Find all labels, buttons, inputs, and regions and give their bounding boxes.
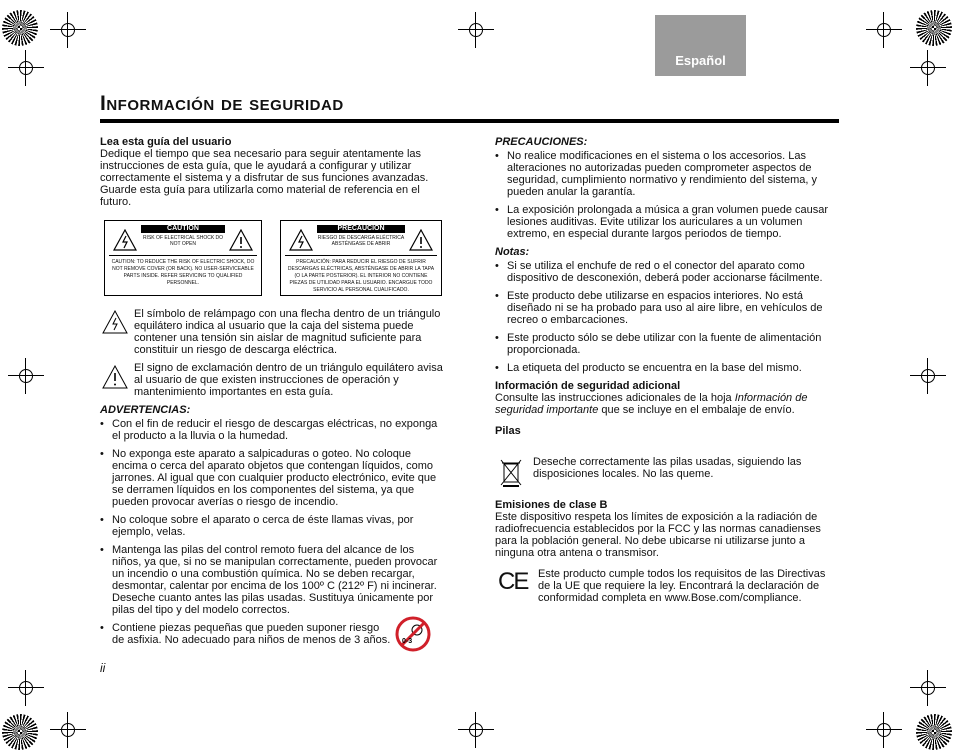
notes-heading: Notas: [495,246,530,258]
precaucion-label-header: PRECAUCIÓN [317,225,405,233]
exclamation-symbol-text: El signo de exclamación dentro de un triángulo equilátero avisa al usuario de que existen instrucciones de operación y mantenimiento importantes en esta guía. [134,362,443,398]
safety-sheet-title: Información de seguridad importante [495,392,808,416]
crop-rosette-bottom-right [916,714,952,750]
list-item: • Mantenga las pilas del control remoto fuera del alcance de los niños, ya que, si no se manipulan correctamente, pueden provocar un incendio o una combustión química. No se deben recargar, desmontar, calentar por encima de los 100º C (212º F) ni incinerar. Deseche cuanto antes las pilas usadas. Sustituya únicamente por pilas del tipo y del modelo correctos. [100,544,446,616]
emissions-heading: Emisiones de clase B [495,499,608,511]
language-tab[interactable] [655,15,746,76]
list-item: • Este producto sólo se debe utilizar con la fuente de alimentación proporcionada. [495,332,839,356]
page-title: Información de seguridad [100,92,344,115]
read-guide-heading: Lea esta guía del usuario [100,136,232,148]
warnings-heading: ADVERTENCIAS: [100,404,191,416]
list-item: • No exponga este aparato a salpicaduras o goteo. No coloque encima o cerca del aparato objetos que contengan líquidos, como jarrones. Al igual que con cualquier producto electrónico, evite que se derramen líquidos en los componentes del sistema, ya que pueden provocar averías o riesgo de incendio. [100,448,446,508]
exclamation-triangle-icon [102,365,128,389]
registration-mark-left-lower [14,676,38,700]
caution-label-spanish [280,220,442,296]
age-icon-label: 0-3 [402,638,413,645]
exclamation-triangle-icon [229,229,253,251]
caution-label-body: CAUTION: TO REDUCE THE RISK OF ELECTRIC SHOCK, DO NOT REMOVE COVER (OR BACK). NO USER-SERVICEABLE PARTS INSIDE. REFER SERVICING TO QUALIFIED PERSONNEL. [111,259,255,286]
list-item: • Con el fin de reducir el riesgo de descargas eléctricas, no exponga el producto a la lluvia o la humedad. [100,418,446,442]
additional-safety-text-post: que se incluye en el embalaje de envío. [598,404,795,416]
list-item: • La exposición prolongada a música a gran volumen puede causar lesiones auditivas. Evite utilizar los auriculares a un volumen extremo, en especial durante largos periodos de tiempo. [495,204,839,240]
precaucion-label-divider [285,255,437,256]
registration-mark-left-upper [14,56,38,80]
registration-mark-right-middle [916,364,940,388]
no-children-under-3-icon [395,616,431,652]
registration-mark-bottom-left [56,718,80,742]
additional-safety-text [495,392,839,416]
lightning-symbol-text: El símbolo de relámpago con una flecha dentro de un triángulo equilátero indica al usuario que la caja del sistema puede contener una tensión sin aislar de magnitud suficiente para constituir un riesgo de descarga eléctrica. [134,308,441,356]
crop-rosette-bottom-left [2,714,38,750]
notes-list [495,260,839,374]
language-tab-label: Español [675,53,726,68]
page-number: ii [100,661,106,675]
registration-mark-bottom-right [872,718,896,742]
lightning-triangle-icon [102,310,128,334]
list-item: • Contiene piezas pequeñas que pueden suponer riesgo de asfixia. No adecuado para niños de menos de 3 años. [100,622,392,646]
crop-rosette-top-right [916,10,952,46]
caution-label-header: CAUTION [141,225,225,233]
additional-safety-text-pre: Consulte las instrucciones adicionales de la hoja [495,392,735,404]
ce-mark-icon: CE [498,568,528,595]
precautions-heading: PRECAUCIONES: [495,136,588,148]
additional-safety-heading: Información de seguridad adicional [495,380,681,392]
ce-compliance-text: Este producto cumple todos los requisitos de las Directivas de la UE que requiere la ley. Encontrará la declaración de conformidad completa en www.Bose.com/compliance. [538,568,826,604]
emissions-section [495,499,839,559]
precaucion-label-body: PRECAUCIÓN: PARA REDUCIR EL RIESGO DE SUFRIR DESCARGAS ELÉCTRICAS, ABSTÉNGASE DE ABRIR LA TAPA (O LA PARTE POSTERIOR). EL INTERIOR NO CONTIENE PIEZAS DE UTILIDAD PARA EL USUARIO. ENCARGUE TODO SERVICIO AL PERSONAL CUALIFICADO. [287,259,435,293]
registration-mark-left-middle [14,364,38,388]
list-item: • No coloque sobre el aparato o cerca de éste llamas vivas, por ejemplo, velas. [100,514,446,538]
right-column [495,136,839,437]
list-item: • No realice modificaciones en el sistema o los accesorios. Las alteraciones no autorizadas pueden comprometer aspectos de seguridad, cumplimiento normativo y rendimiento del sistema, y pueden anular la garantía. [495,150,839,198]
registration-mark-right-lower [916,676,940,700]
title-rule [100,119,839,123]
caution-label-divider [109,255,257,256]
lightning-triangle-icon [113,229,137,251]
list-item: • Si se utiliza el enchufe de red o el conector del aparato como dispositivo de desconexión, deberá poder accionarse fácilmente. [495,260,839,284]
warnings-list [100,418,446,646]
batteries-text: Deseche correctamente las pilas usadas, siguiendo las disposiciones locales. No las queme. [533,456,802,480]
caution-label-english [104,220,262,296]
caution-label-sub: RISK OF ELECTRICAL SHOCK DO NOT OPEN [142,235,224,247]
list-item: • La etiqueta del producto se encuentra en la base del mismo. [495,362,839,374]
left-column [100,136,445,208]
batteries-heading: Pilas [495,425,521,437]
warnings-section [100,404,446,652]
registration-mark-top-right [872,18,896,42]
precautions-list [495,150,839,240]
precaucion-label-sub: RIESGO DE DESCARGA ELÉCTRICA ABSTÉNGASE DE ABRIR [317,235,405,247]
registration-mark-top-center [464,18,488,42]
crop-rosette-top-left [2,10,38,46]
registration-mark-bottom-center [464,718,488,742]
lightning-triangle-icon [289,229,313,251]
exclamation-triangle-icon [409,229,433,251]
emissions-text: Este dispositivo respeta los límites de exposición a la radiación de radiofrecuencia establecidos por la FCC y las normas canadienses para la población general. No debe ubicarse ni utilizarse junto a ninguna otra antena o transmisor. [495,511,821,559]
list-item: • Este producto debe utilizarse en espacios interiores. No está diseñado ni se ha probado para uso al aire libre, en vehículos de recreo o embarcaciones. [495,290,839,326]
read-guide-text: Dedique el tiempo que sea necesario para seguir atentamente las instrucciones de esta guía, que le ayudará a configurar y utilizar correctamente el sistema y a disfrutar de sus funciones avanzadas. Guarde esta guía para utilizarla como material de referencia en el futuro. [100,148,429,208]
registration-mark-right-upper [916,56,940,80]
crossed-out-bin-icon [499,458,523,488]
registration-mark-top-left [56,18,80,42]
